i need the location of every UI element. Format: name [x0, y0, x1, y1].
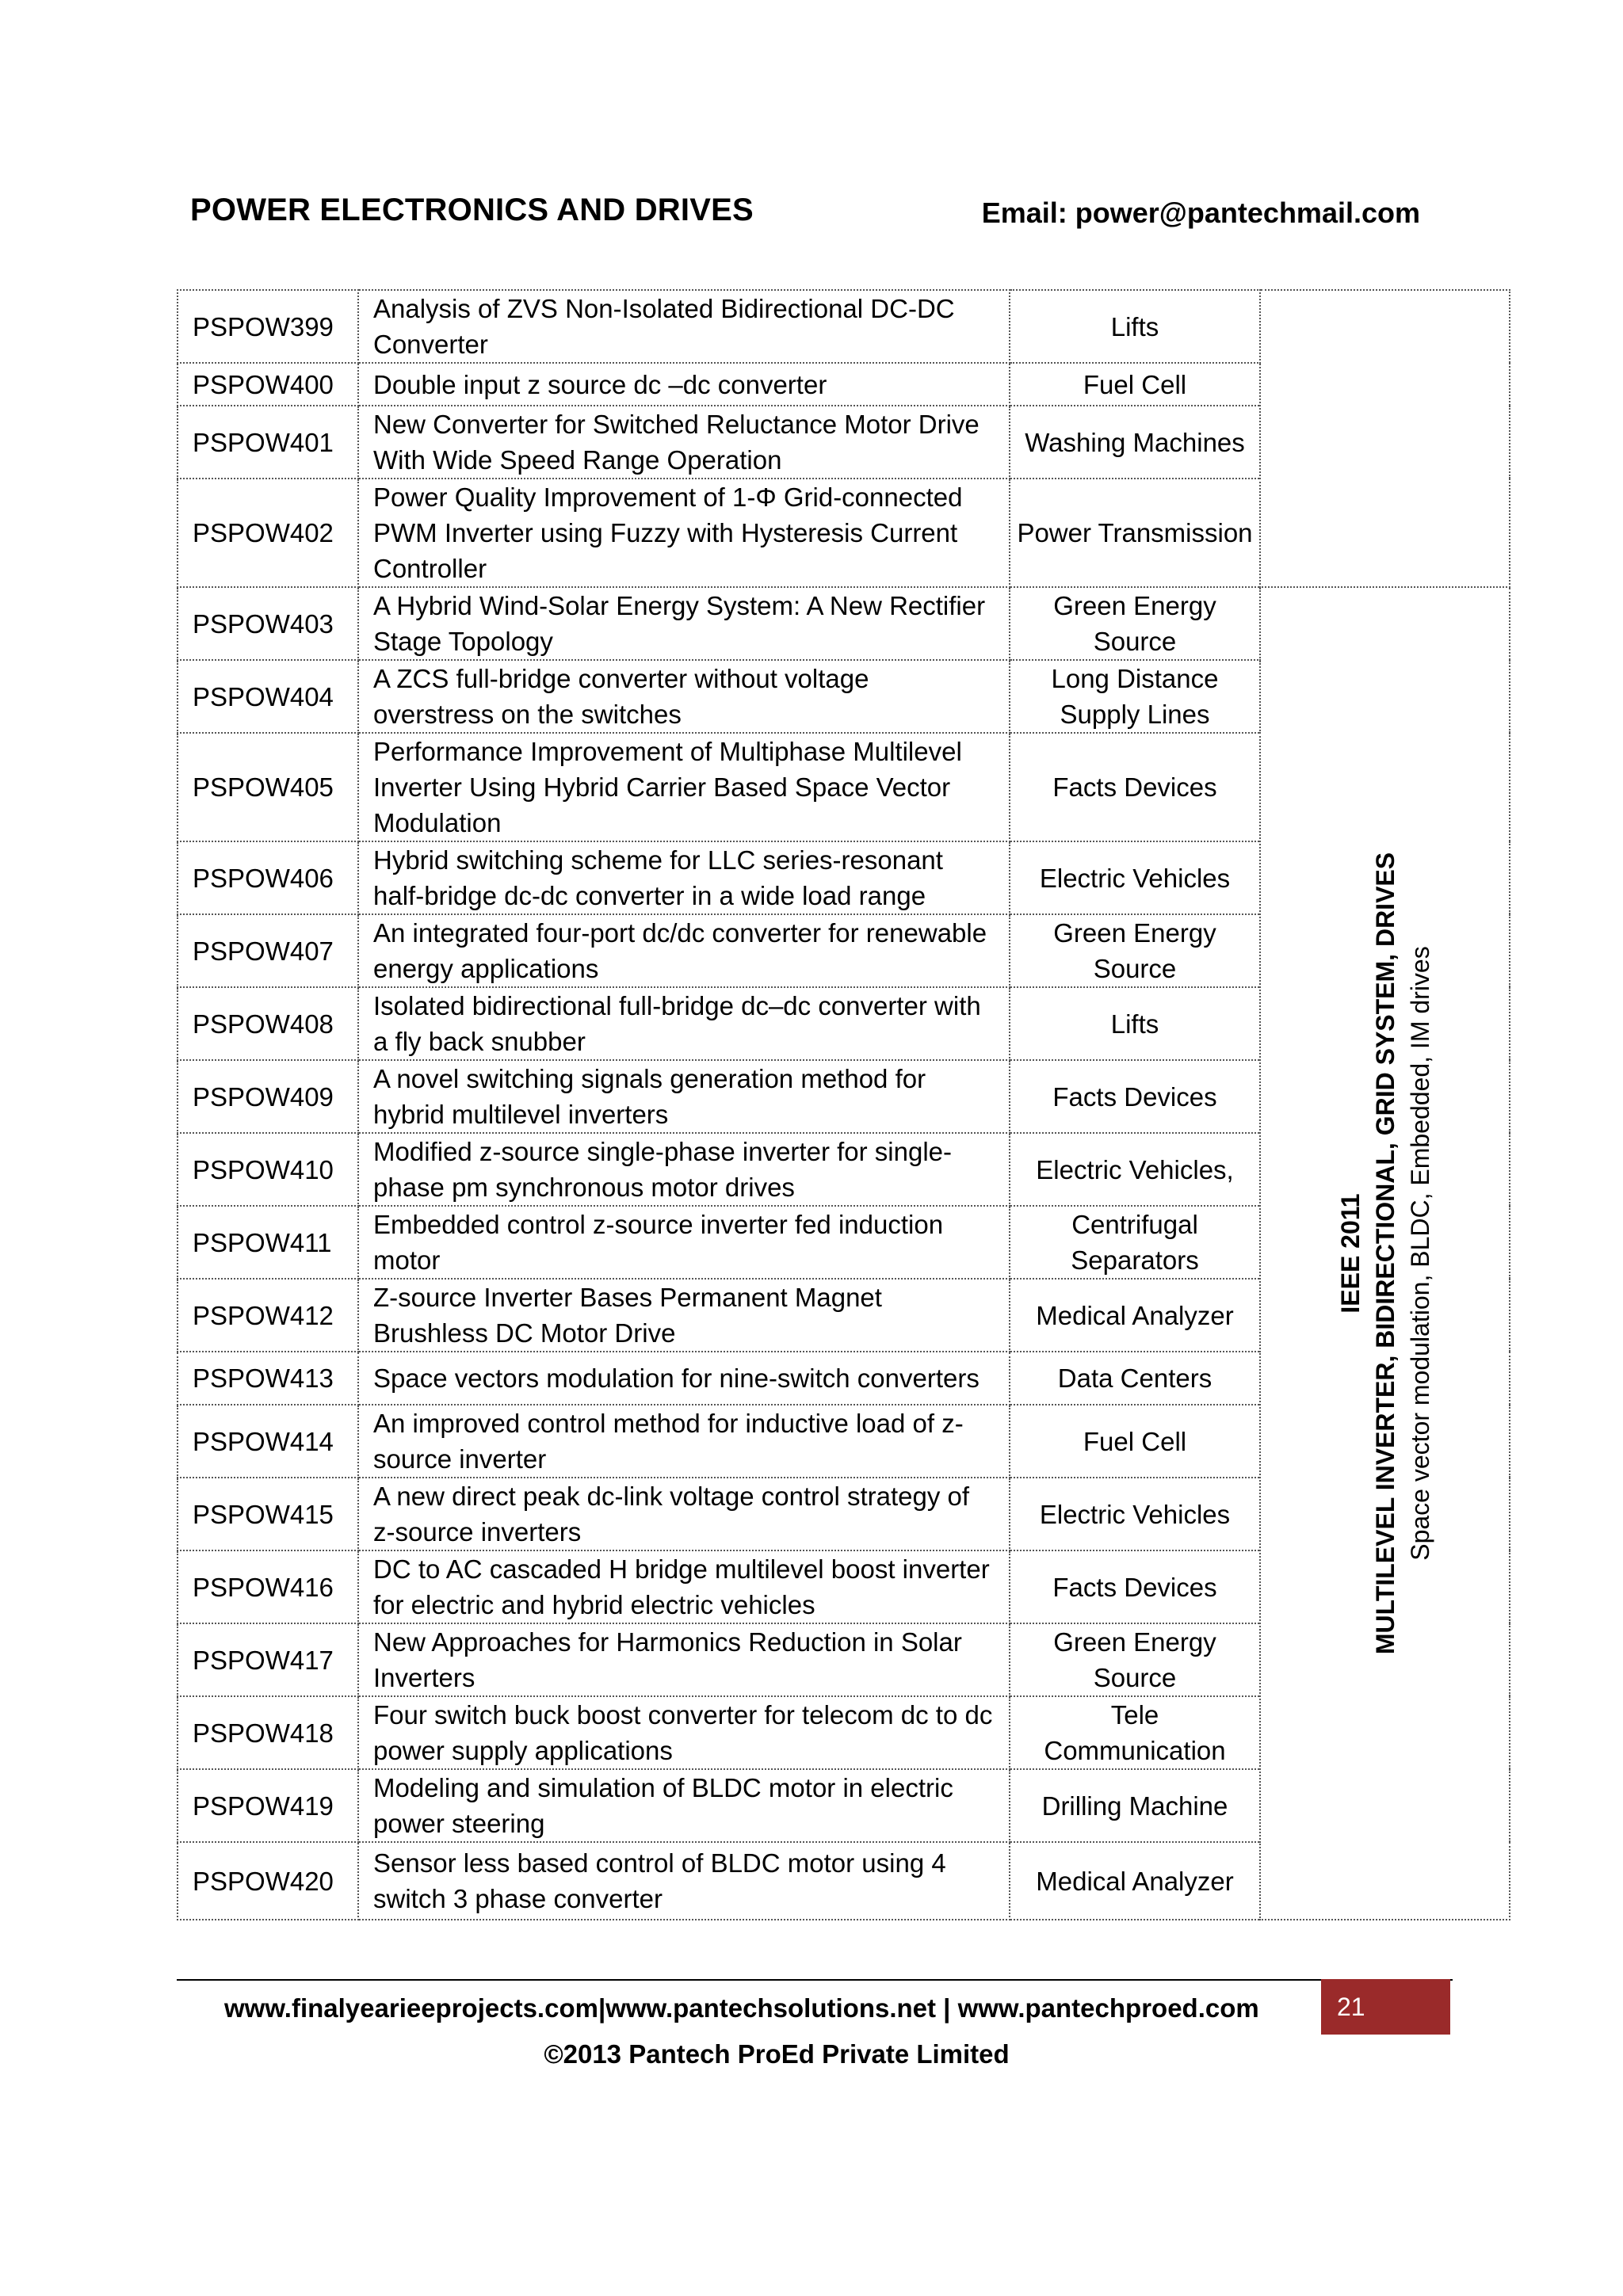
project-code: PSPOW399 [178, 290, 358, 363]
project-application: Washing Machines [1010, 406, 1260, 479]
project-title: DC to AC cascaded H bridge multilevel boost inverter for electric and hybrid electric vehicles [358, 1550, 1010, 1623]
project-application: Facts Devices [1010, 733, 1260, 841]
project-title: Embedded control z-source inverter fed induction motor [358, 1206, 1010, 1279]
project-code: PSPOW401 [178, 406, 358, 479]
project-code: PSPOW404 [178, 660, 358, 733]
project-application: Long Distance Supply Lines [1010, 660, 1260, 733]
project-application: Facts Devices [1010, 1060, 1260, 1133]
project-application: Fuel Cell [1010, 1405, 1260, 1478]
project-title: Analysis of ZVS Non-Isolated Bidirectional DC-DC Converter [358, 290, 1010, 363]
project-title: An integrated four-port dc/dc converter for renewable energy applications [358, 914, 1010, 987]
category-topics: MULTILEVEL INVERTER, BIDIRECTIONAL, GRID SYSTEM, DRIVES [1370, 852, 1400, 1655]
project-code: PSPOW414 [178, 1405, 358, 1478]
footer-divider [177, 1979, 1453, 1981]
project-title: New Converter for Switched Reluctance Motor Drive With Wide Speed Range Operation [358, 406, 1010, 479]
project-title: Hybrid switching scheme for LLC series-resonant half-bridge dc-dc converter in a wide load range [358, 841, 1010, 914]
project-code: PSPOW413 [178, 1352, 358, 1405]
project-title: Performance Improvement of Multiphase Multilevel Inverter Using Hybrid Carrier Based Space Vector Modulation [358, 733, 1010, 841]
project-application: Green Energy Source [1010, 914, 1260, 987]
project-application: Green Energy Source [1010, 1623, 1260, 1696]
category-cell [1260, 587, 1510, 1920]
category-year: IEEE 2011 [1335, 1193, 1365, 1314]
footer-links: www.finalyearieeprojects.com|www.pantechsolutions.net | www.pantechproed.com [224, 1993, 1259, 2023]
project-application: Lifts [1010, 290, 1260, 363]
project-title: Isolated bidirectional full-bridge dc–dc converter with a fly back snubber [358, 987, 1010, 1060]
project-code: PSPOW400 [178, 363, 358, 406]
page-title: POWER ELECTRONICS AND DRIVES [190, 193, 754, 227]
project-application: Power Transmission [1010, 479, 1260, 587]
table-row [178, 290, 1510, 363]
page-number-badge: 21 [1321, 1979, 1450, 2035]
project-application: Drilling Machine [1010, 1769, 1260, 1842]
project-title: Double input z source dc –dc converter [358, 363, 1010, 406]
project-code: PSPOW419 [178, 1769, 358, 1842]
project-title: A new direct peak dc-link voltage control strategy of z-source inverters [358, 1478, 1010, 1550]
header-email: Email: power@pantechmail.com [981, 196, 1420, 229]
project-title: New Approaches for Harmonics Reduction in Solar Inverters [358, 1623, 1010, 1696]
project-title: A novel switching signals generation method for hybrid multilevel inverters [358, 1060, 1010, 1133]
project-application: Lifts [1010, 987, 1260, 1060]
project-title: A Hybrid Wind-Solar Energy System: A New Rectifier Stage Topology [358, 587, 1010, 660]
project-application: Electric Vehicles, [1010, 1133, 1260, 1206]
project-title: Z-source Inverter Bases Permanent Magnet Brushless DC Motor Drive [358, 1279, 1010, 1352]
project-code: PSPOW408 [178, 987, 358, 1060]
project-title: A ZCS full-bridge converter without voltage overstress on the switches [358, 660, 1010, 733]
project-code: PSPOW418 [178, 1696, 358, 1769]
project-application: Fuel Cell [1010, 363, 1260, 406]
project-application: Tele Communication [1010, 1696, 1260, 1769]
project-title: Four switch buck boost converter for telecom dc to dc power supply applications [358, 1696, 1010, 1769]
projects-table [177, 289, 1510, 1920]
project-code: PSPOW416 [178, 1550, 358, 1623]
project-application: Electric Vehicles [1010, 1478, 1260, 1550]
project-application: Medical Analyzer [1010, 1842, 1260, 1920]
project-title: Modified z-source single-phase inverter for single-phase pm synchronous motor drives [358, 1133, 1010, 1206]
project-code: PSPOW412 [178, 1279, 358, 1352]
table-row [178, 587, 1510, 660]
category-cell-empty [1260, 290, 1510, 587]
project-code: PSPOW411 [178, 1206, 358, 1279]
project-title: Power Quality Improvement of 1-Φ Grid-connected PWM Inverter using Fuzzy with Hysteresis Current Controller [358, 479, 1010, 587]
project-title: Space vectors modulation for nine-switch converters [358, 1352, 1010, 1405]
project-code: PSPOW402 [178, 479, 358, 587]
project-code: PSPOW409 [178, 1060, 358, 1133]
project-title: Sensor less based control of BLDC motor using 4 switch 3 phase converter [358, 1842, 1010, 1920]
project-title: Modeling and simulation of BLDC motor in electric power steering [358, 1769, 1010, 1842]
project-code: PSPOW405 [178, 733, 358, 841]
project-code: PSPOW406 [178, 841, 358, 914]
project-code: PSPOW403 [178, 587, 358, 660]
project-code: PSPOW417 [178, 1623, 358, 1696]
project-application: Data Centers [1010, 1352, 1260, 1405]
category-keywords: Space vector modulation, BLDC, Embedded, IM drives [1405, 946, 1434, 1561]
project-application: Electric Vehicles [1010, 841, 1260, 914]
project-application: Green Energy Source [1010, 587, 1260, 660]
footer-copyright: ©2013 Pantech ProEd Private Limited [544, 2039, 1010, 2069]
project-application: Medical Analyzer [1010, 1279, 1260, 1352]
project-code: PSPOW407 [178, 914, 358, 987]
project-application: Facts Devices [1010, 1550, 1260, 1623]
project-title: An improved control method for inductive load of z-source inverter [358, 1405, 1010, 1478]
project-code: PSPOW420 [178, 1842, 358, 1920]
category-vertical-text [1333, 818, 1438, 1689]
project-application: Centrifugal Separators [1010, 1206, 1260, 1279]
project-code: PSPOW415 [178, 1478, 358, 1550]
project-code: PSPOW410 [178, 1133, 358, 1206]
